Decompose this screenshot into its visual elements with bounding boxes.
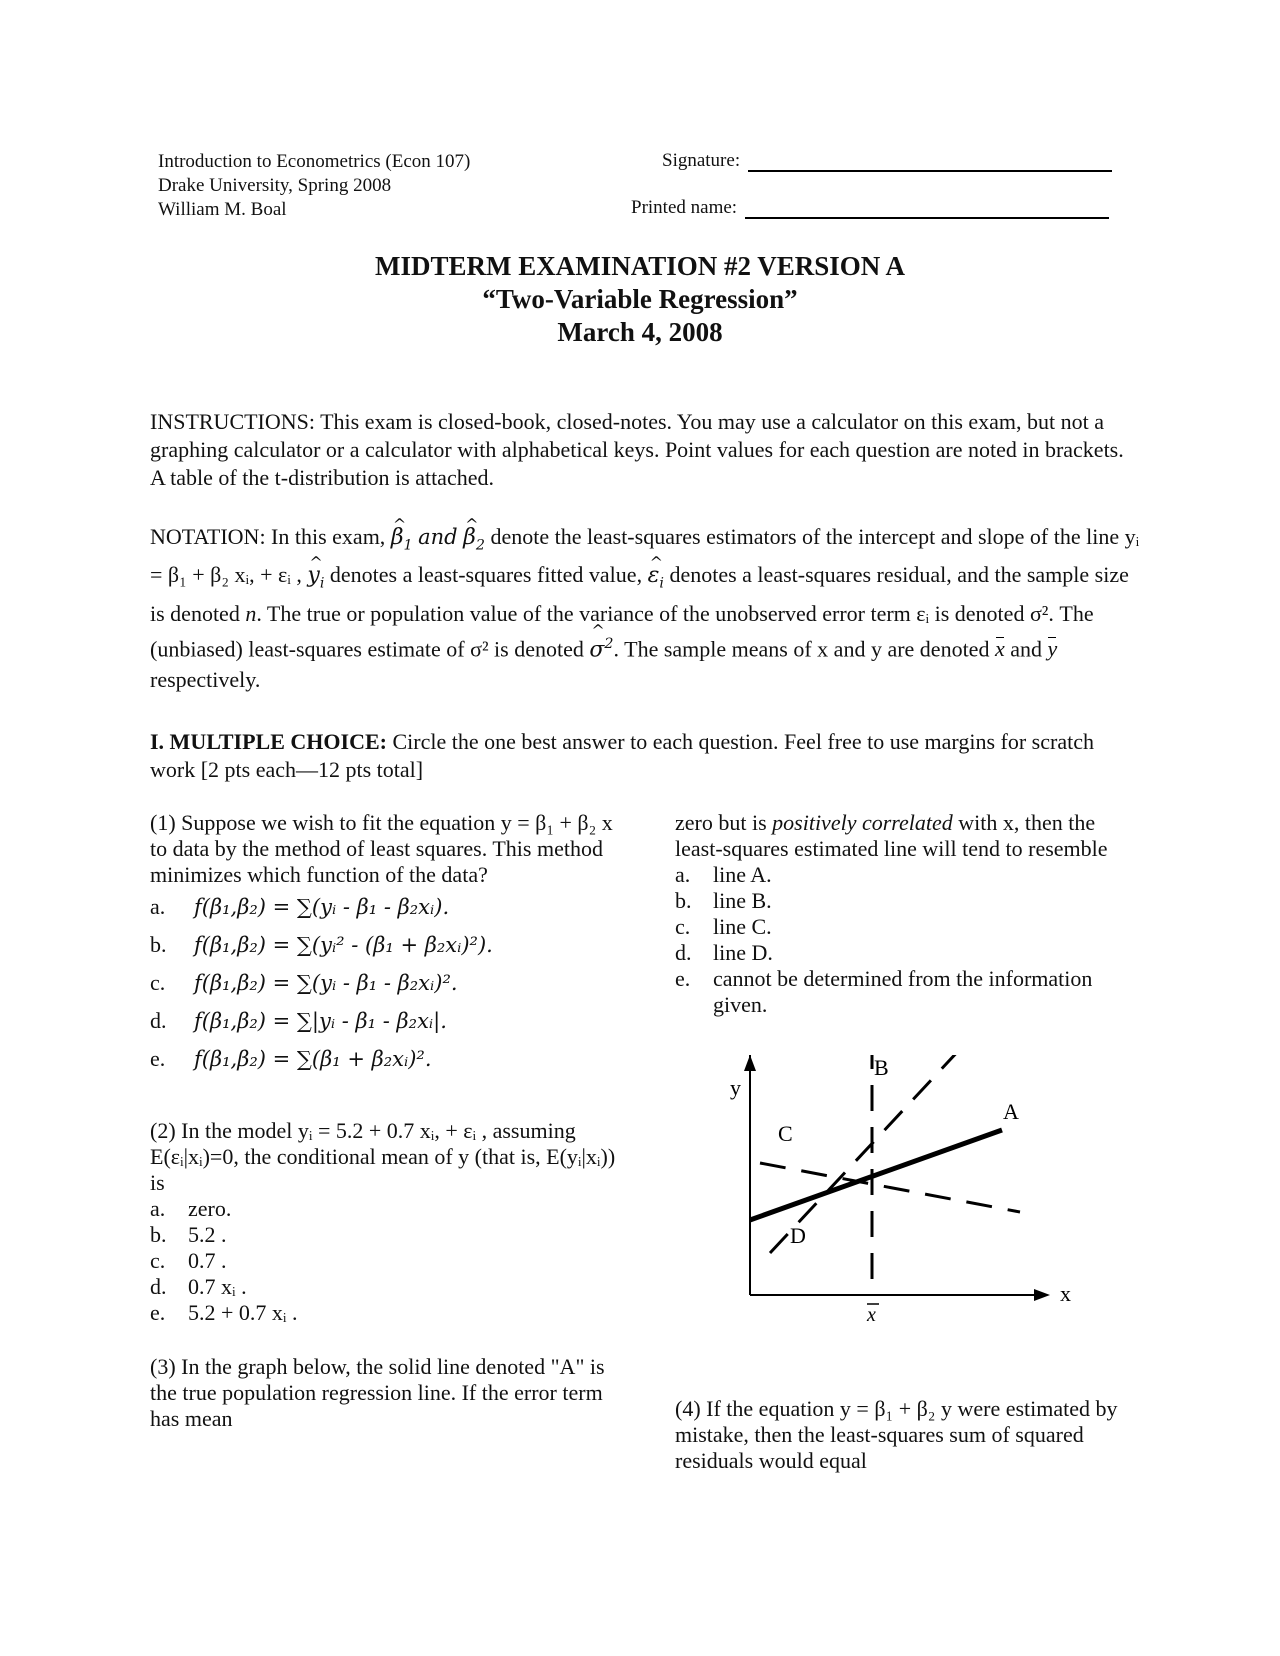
y-axis-label: y <box>730 1075 741 1100</box>
printed-name-label: Printed name: <box>631 197 738 218</box>
question-2-stem: (2) In the model yᵢ = 5.2 + 0.7 xᵢ, + εᵢ , assuming E(εᵢ|xᵢ)=0, the conditional mean of y (that is, E(yᵢ|xᵢ)) is <box>150 1118 616 1195</box>
notation-text-4: denotes a least-squares residual, and the sample size is denoted <box>150 562 1129 626</box>
question-4 <box>675 1396 1145 1474</box>
section-instructions: Circle the one best answer to each question. Feel free to use margins for scratch work [2 pts each—12 pts total] <box>150 729 1094 782</box>
notation-paragraph <box>150 522 1140 695</box>
question-1-option-c[interactable]: c. f(β₁,β₂) = ∑(yᵢ - β₁ - β₂xᵢ)². <box>150 970 458 995</box>
exam-title-line1: MIDTERM EXAMINATION #2 VERSION A <box>374 251 906 281</box>
y-axis-arrow <box>744 1055 756 1071</box>
n-symbol: n <box>245 600 257 626</box>
ybar-symbol: y <box>1047 634 1057 664</box>
author-name: William M. Boal <box>158 199 287 220</box>
beta2-hat-symbol: ^ $\beta_2$ <box>463 523 485 560</box>
question-3-option-e[interactable]: e. cannot be determined from the information given. <box>675 966 1093 1017</box>
sigma-hat-symbol: ^ $\sigma^2$ <box>589 629 613 665</box>
exam-date: March 4, 2008 <box>557 317 723 347</box>
question-3-option-d[interactable]: d. line D. <box>675 940 773 965</box>
line-label-b: B <box>874 1055 889 1080</box>
notation-and-2: and <box>1010 636 1042 662</box>
notation-text-5: . The true or population value of the variance of the unobserved error term εᵢ is denoted σ². The (unbiased) least-squares estimate of σ² is denoted <box>150 600 1094 662</box>
line-label-c: C <box>778 1121 793 1146</box>
exam-title <box>0 250 1280 349</box>
school-name: Drake University, Spring 2008 <box>158 175 392 196</box>
course-name: Introduction to Econometrics (Econ 107) <box>158 151 471 172</box>
x-axis-label: x <box>1060 1281 1071 1306</box>
question-2-option-e[interactable]: e. 5.2 + 0.7 xᵢ . <box>150 1300 298 1325</box>
instructions: INSTRUCTIONS: This exam is closed-book, closed-notes. You may use a calculator on this exam, but not a graphing calculator or a calculator with alphabetical keys. Point values for each question are noted in brackets. A table of the t-distribution is attached. <box>150 409 1124 490</box>
notation-text-1: NOTATION: In this exam, <box>150 524 386 549</box>
x-mean-label: x <box>867 1304 876 1325</box>
question-1-option-e[interactable]: e. f(β₁,β₂) = ∑(β₁ + β₂xᵢ)². <box>150 1046 432 1071</box>
notation-text-6: . The sample means of x and y are denoted <box>613 636 990 662</box>
printed-name-line[interactable] <box>745 199 1109 219</box>
question-4-stem: (4) If the equation y = β₁ + β₂ y were estimated by mistake, then the least-squares sum of squared residuals would equal <box>675 1396 1118 1473</box>
epsilon-hat-symbol: ^ $\varepsilon_i$ <box>648 561 664 598</box>
left-column <box>150 810 620 1432</box>
xbar-symbol: x <box>995 634 1005 664</box>
notation-text-3: denotes a least-squares fitted value, <box>329 562 643 588</box>
line-label-d: D <box>790 1223 806 1248</box>
course-header <box>158 150 470 222</box>
section-multiple-choice <box>150 728 1140 784</box>
question-3-option-a[interactable]: a. line A. <box>675 862 772 887</box>
notation-text-2: denote the least-squares estimators of the intercept and slope of the line yᵢ = β₁ + β₂ xᵢ, + εᵢ , <box>150 524 1140 588</box>
line-label-a: A <box>1003 1099 1019 1124</box>
question-1-stem: (1) Suppose we wish to fit the equation y = β₁ + β₂ x to data by the method of least squares. This method minimizes which function of the data? <box>150 810 613 887</box>
printed-name-row <box>631 197 1109 219</box>
question-1-option-d[interactable]: d. f(β₁,β₂) = ∑|yᵢ - β₁ - β₂xᵢ|. <box>150 1008 447 1033</box>
section-heading: I. MULTIPLE CHOICE: <box>150 729 387 754</box>
exam-title-line2: “Two-Variable Regression” <box>482 284 798 314</box>
question-3-option-c[interactable]: c. line C. <box>675 914 772 939</box>
beta1-hat-symbol: ^ $\beta_1$ <box>391 523 413 560</box>
right-column <box>675 810 1145 1018</box>
positively-correlated-emphasis: positively correlated <box>772 810 953 835</box>
question-1-option-a[interactable]: a. f(β₁,β₂) = ∑(yᵢ - β₁ - β₂xᵢ). <box>150 894 450 919</box>
question-1-option-b[interactable]: b. f(β₁,β₂) = ∑(yᵢ² - (β₁ + β₂xᵢ)²). <box>150 932 493 957</box>
question-3-continued: zero but is positively correlated with x, then the least-squares estimated line will tend to resemble <box>675 810 1108 861</box>
signature-row <box>662 150 1112 172</box>
x-axis-arrow <box>1034 1289 1050 1301</box>
question-1-options <box>150 888 620 1078</box>
notation-and: and <box>418 525 458 549</box>
question-3-option-b[interactable]: b. line B. <box>675 888 772 913</box>
question-2-option-c[interactable]: c. 0.7 . <box>150 1248 227 1273</box>
question-2-option-a[interactable]: a. zero. <box>150 1196 232 1221</box>
regression-lines-graph <box>730 1055 1090 1325</box>
question-2-option-b[interactable]: b. 5.2 . <box>150 1222 227 1247</box>
yhat-symbol: ^ $y_i$ <box>307 561 324 598</box>
signature-label: Signature: <box>662 150 741 171</box>
question-2-option-d[interactable]: d. 0.7 xᵢ . <box>150 1274 247 1299</box>
notation-text-7: respectively. <box>150 667 261 693</box>
signature-line[interactable] <box>748 152 1112 172</box>
question-3-stem: (3) In the graph below, the solid line denoted "A" is the true population regression line. If the error term has mean <box>150 1354 605 1431</box>
